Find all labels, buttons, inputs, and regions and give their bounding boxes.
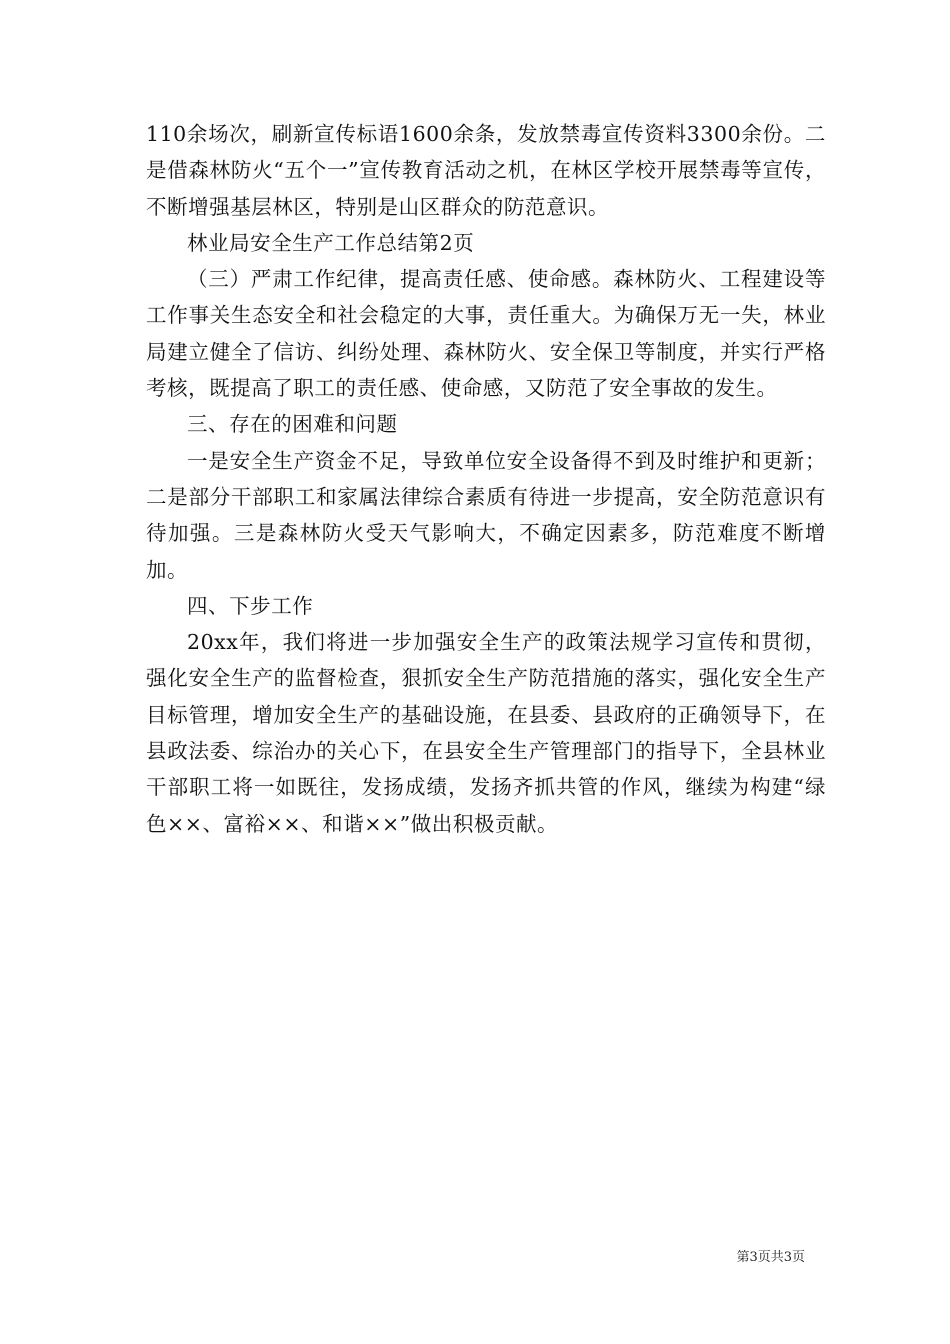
section-heading-difficulties: 三、存在的困难和问题 (187, 412, 398, 437)
section-heading-next-steps: 四、下步工作 (187, 593, 314, 618)
paragraph-next-steps: 20xx年，我们将进一步加强安全生产的政策法规学习宣传和贯彻，强化安全生产的监督检查，狠抓安全生产防范措施的落实，强化安全生产目标管理，增加安全生产的基础设施，在县委、县政府的正确领导下，在县政法委、综治办的关心下，在县安全生产管理部门的指导下，全县林业干部职工将一如既往，发扬成绩，发扬齐抓共管的作风，继续为构建“绿色××、富裕××、和谐××”做出积极贡献。 (146, 630, 826, 836)
paragraph-work-discipline: （三）严肃工作纪律，提高责任感、使命感。森林防火、工程建设等工作事关生态安全和社会稳定的大事，责任重大。为确保万无一失，林业局建立健全了信访、纠纷处理、森林防火、安全保卫等制度，并实行严格考核，既提高了职工的责任感、使命感，又防范了安全事故的发生。 (146, 267, 826, 401)
page-number-footer: 第3页共3页 (736, 1250, 805, 1265)
document-body (146, 116, 826, 842)
paragraph-difficulties: 一是安全生产资金不足，导致单位安全设备得不到及时维护和更新；二是部分干部职工和家属法律综合素质有待进一步提高，安全防范意识有待加强。三是森林防火受天气影响大，不确定因素多，防范难度不断增加。 (146, 448, 826, 582)
page-label-line: 林业局安全生产工作总结第2页 (187, 230, 475, 255)
paragraph-continuation: 110余场次，刷新宣传标语1600余条，发放禁毒宣传资料3300余份。二是借森林防火“五个一”宣传教育活动之机，在林区学校开展禁毒等宣传，不断增强基层林区，特别是山区群众的防范意识。 (146, 122, 826, 219)
